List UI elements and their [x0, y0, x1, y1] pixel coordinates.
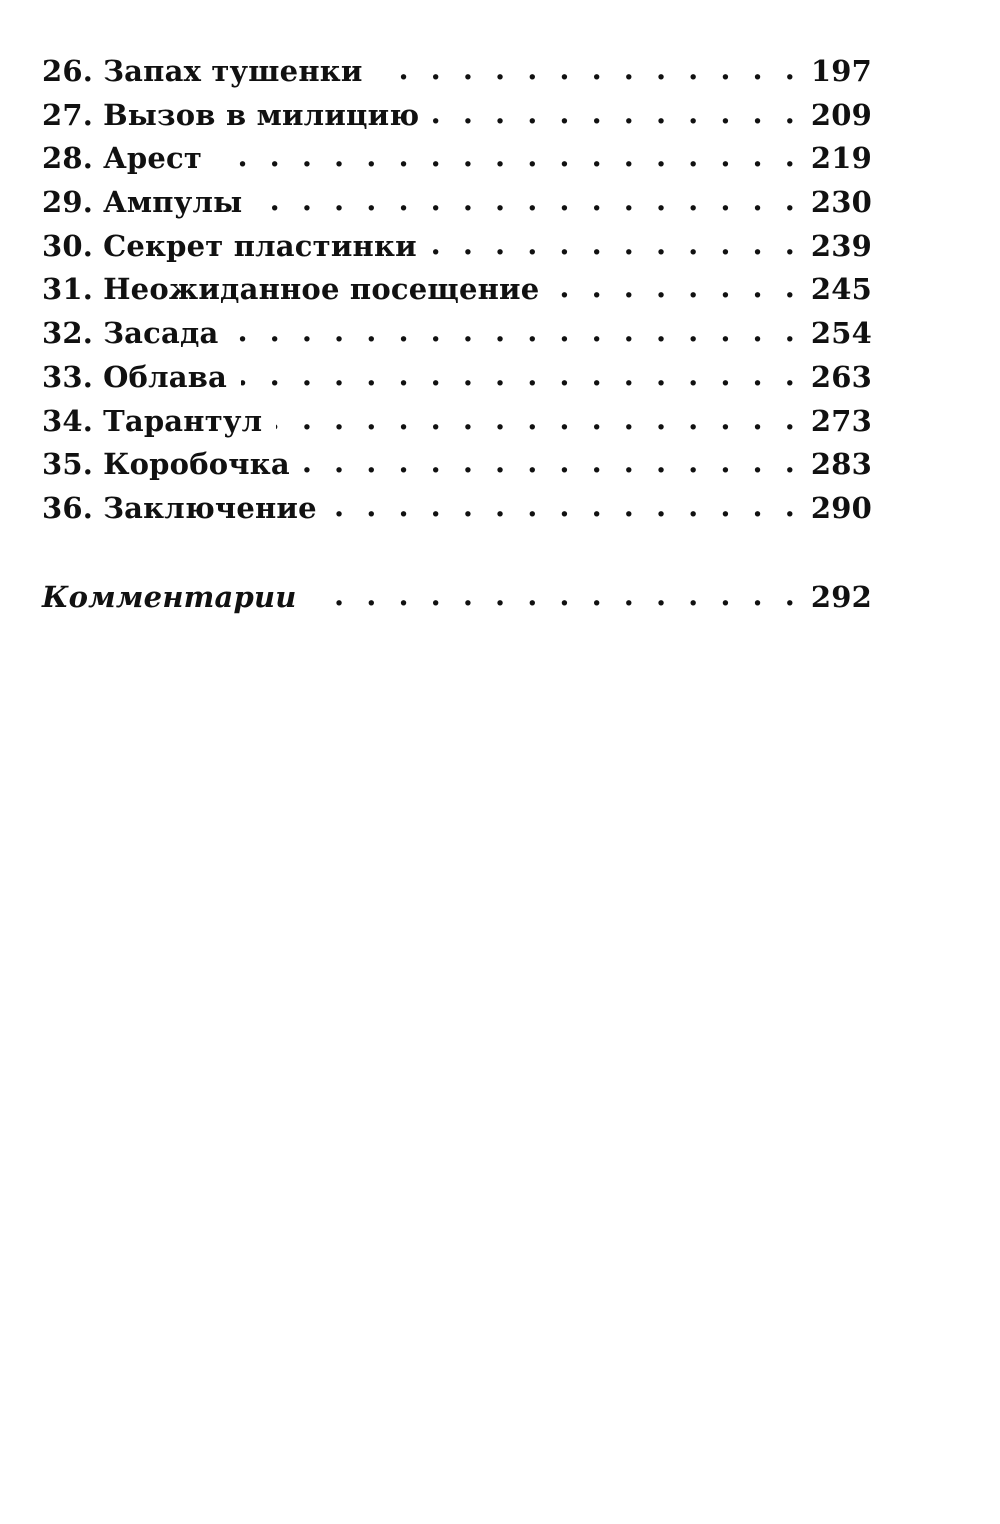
toc-entry-29[interactable]: [42, 183, 872, 227]
dot-leader: [311, 578, 801, 607]
dot-leader: [431, 227, 801, 256]
page-number: 245: [810, 272, 872, 307]
chapter-title: Облава: [103, 359, 228, 394]
toc-entry-26[interactable]: [42, 52, 872, 96]
chapter-number: 34.: [42, 403, 94, 438]
toc-entry-27[interactable]: [42, 96, 872, 140]
chapter-number: 26.: [42, 54, 94, 88]
chapter-number: 31.: [42, 272, 94, 307]
chapter-number: 30.: [42, 228, 94, 263]
page-number: 292: [810, 579, 872, 614]
chapter-number: 35.: [42, 447, 94, 482]
dot-leader: [233, 314, 801, 343]
dot-leader: [304, 445, 801, 474]
chapter-title: Запах тушенки: [103, 54, 363, 88]
dot-leader: [216, 139, 801, 168]
page-number: 219: [810, 141, 872, 176]
table-of-contents: [42, 52, 872, 621]
dot-leader: [377, 52, 801, 81]
chapter-title: Неожиданное посещение: [103, 272, 540, 307]
chapter-title: Ампулы: [103, 185, 243, 220]
toc-entry-33[interactable]: [42, 358, 872, 402]
page-number: 273: [810, 403, 872, 438]
chapter-title: Вызов в милицию: [103, 97, 420, 132]
page-number: 283: [810, 447, 872, 482]
chapter-title: Тарантул: [103, 403, 263, 438]
toc-entry-comments[interactable]: [42, 578, 872, 622]
chapter-number: 32.: [42, 316, 94, 351]
chapter-title: Заключение: [103, 490, 317, 525]
chapter-title: Коробочка: [103, 447, 290, 482]
page-number: 230: [810, 185, 872, 220]
toc-entry-32[interactable]: [42, 314, 872, 358]
dot-leader: [276, 402, 801, 431]
chapter-title: Секрет пластинки: [103, 228, 417, 263]
chapter-number: 33.: [42, 359, 94, 394]
toc-entry-35[interactable]: [42, 445, 872, 489]
appendix-title: Комментарии: [42, 579, 297, 614]
dot-leader: [331, 489, 801, 518]
dot-leader: [433, 96, 801, 125]
toc-entry-34[interactable]: [42, 402, 872, 446]
page-number: 290: [810, 490, 872, 525]
chapter-number: 28.: [42, 141, 94, 176]
page-number: 254: [810, 316, 872, 351]
dot-leader: [256, 183, 800, 212]
toc-entry-30[interactable]: [42, 227, 872, 271]
toc-entry-31[interactable]: [42, 270, 872, 314]
dot-leader: [241, 358, 801, 387]
chapter-title: Арест: [103, 141, 203, 176]
chapter-number: 36.: [42, 490, 94, 525]
page-number: 263: [810, 359, 872, 394]
page-number: 197: [810, 54, 872, 88]
page-number: 239: [810, 228, 872, 263]
chapter-title: Засада: [103, 316, 219, 351]
chapter-number: 27.: [42, 97, 94, 132]
page-number: 209: [810, 97, 872, 132]
toc-entry-28[interactable]: [42, 139, 872, 183]
chapter-number: 29.: [42, 185, 94, 220]
dot-leader: [553, 270, 800, 299]
toc-entry-36[interactable]: [42, 489, 872, 533]
